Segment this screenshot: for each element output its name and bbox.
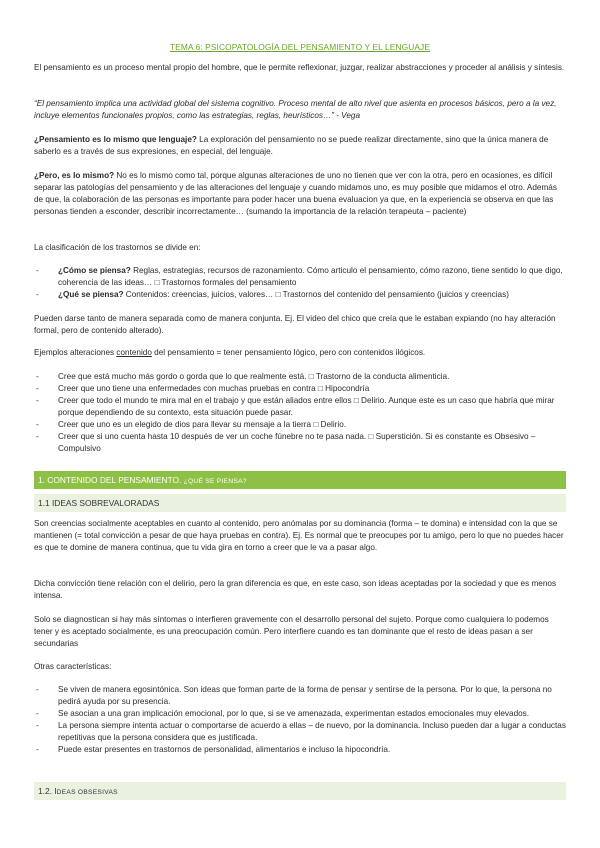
list-item [34, 289, 566, 301]
list-item: - Puede estar presentes en trastornos de personalidad, alimentarios e incluso la hipocondría. [34, 744, 566, 756]
question-2-paragraph [34, 170, 566, 218]
list-item: - La persona siempre intenta actuar o comportarse de acuerdo a ellas – de nuevo, por la dominancia. Incluso pueden dar a lugar a conductas repetitivas que la persona considera que es justificada. [34, 720, 566, 744]
ejemplos-list [34, 371, 566, 455]
ejemplos-underline: contenido [116, 348, 152, 357]
list-item-text: Contenidos: creencias, juicios, valores… □ Trastornos del contenido del pensamiento (juicios y creencias) [123, 290, 509, 299]
list-item: - Creer que todo el mundo te mira mal en el trabajo y que están aliados entre ellos □ Delirio. Aunque este es un caso que habría que mirar porque dependiendo de su contexto, esta situación puede pasar. [34, 395, 566, 419]
intro-paragraph: El pensamiento es un proceso mental propio del hombre, que le permite reflexionar, juzgar, realizar abstracciones y proceder al análisis y síntesis. [34, 63, 565, 72]
list-item: - Se asocian a una gran implicación emocional, por lo que, si se ve amenazada, experimentan estados emocionales muy elevados. [34, 708, 566, 720]
subsection-heading-1-2 [34, 782, 566, 800]
subsection-heading-1-2-text: DEAS OBSESIVAS [56, 789, 118, 796]
subsection-heading-1-1: 1.1 IDEAS SOBREVALORADAS [34, 494, 566, 512]
question-1-bold: ¿Pensamiento es lo mismo que lenguaje? [34, 135, 197, 144]
otras-caracteristicas-label: Otras características: [34, 662, 112, 671]
section-heading-1-sub: ¿QUÉ SE PIENSA? [183, 478, 247, 485]
list-item [34, 265, 566, 289]
section-heading-1 [34, 471, 566, 489]
list-item-bold: ¿Cómo se piensa? [58, 266, 131, 275]
classification-list [34, 265, 566, 301]
vega-quote: “El pensamiento implica una actividad global del sistema cognitivo. Proceso mental de alto nivel que asienta en procesos básicos, pero a la vez, incluye elementos funcionales propios, como las estrategias, reglas, heurísticos…” - Vega [34, 99, 557, 120]
ejemplos-pre: Ejemplos alteraciones [34, 348, 117, 357]
otras-caracteristicas-list [34, 684, 566, 756]
section-heading-1-main: 1. CONTENIDO DEL PENSAMIENTO. [38, 475, 184, 485]
ejemplos-post: del pensamiento = tener pensamiento lógico, pero con contenidos ilógicos. [151, 348, 426, 357]
list-item: - Cree que está mucho más gordo o gorda que lo que realmente está. □ Trastorno de la conducta alimenticia. [34, 371, 566, 383]
list-item: - Se viven de manera egosintónica. Son ideas que forman parte de la forma de pensar y sentirse de la persona. Por lo que, la persona no pedirá ayuda por su presencia. [34, 684, 566, 708]
subsection-heading-1-2-num: 1.2. I [38, 786, 57, 796]
question-2-bold: ¿Pero, es lo mismo? [34, 171, 115, 180]
list-item-text: Reglas, estrategias, recursos de razonamiento. Cómo articulo el pensamiento, cómo razono, tiene sentido lo que digo, coherencia de las ideas… □ Trastornos formales del pensamiento [58, 266, 563, 287]
question-2-text: No es lo mismo como tal, porque algunas alteraciones de uno no tienen que ver con la otra, pero en ocasiones, es difícil separar las patologías del pensamiento y de las alteraciones del lenguaje y cuando midamos uno, es muy posible que midamos el otro. Además de que, la colaboración de las personas es importante para poder hacer una buena evaluacion ya que, en la experiencia se observa en que las personas tienden a esconder, describir incorrectamente… (sumando la importancia de la relación terapeuta – paciente) [34, 171, 557, 216]
sobrevaloradas-paragraph-2: Dicha convicción tiene relación con el delirio, pero la gran diferencia es que, en este caso, son ideas aceptadas por la sociedad y que es menos intensa. [34, 579, 557, 600]
classification-intro: La clasificación de los trastornos se divide en: [34, 243, 201, 252]
list-item: - Creer que si uno cuenta hasta 10 después de ver un coche fúnebre no te pasa nada. □ Superstición. Si es constante es Obsesivo – Compulsivo [34, 431, 566, 455]
ejemplos-intro [34, 347, 566, 359]
list-item: - Creer que uno tiene una enfermedades con muchas pruebas en contra □ Hipocondría [34, 383, 566, 395]
question-1-text: La exploración del pensamiento no se puede realizar directamente, sino que la única manera de saberlo es a través de sus expresiones, en especial, del lenguaje. [34, 135, 549, 156]
sobrevaloradas-paragraph-3: Solo se diagnostican si hay más síntomas o interfieren gravemente con el desarrollo personal del sujeto. Porque como cualquiera lo podemos tener y es aceptado socialmente, es una preocupación común. Pero interfiere cuando es tan dominante que el resto de ideas pasan a ser secundarias [34, 615, 549, 648]
question-1-paragraph [34, 134, 566, 158]
pueden-paragraph: Pueden darse tanto de manera separada como de manera conjunta. Ej. El video del chico que creía que le estaban expiando (no hay alteración formal, pero de contenido alterado). [34, 314, 556, 335]
sobrevaloradas-paragraph-1: Son creencias socialmente aceptables en cuanto al contenido, pero anómalas por su dominancia (forma – te domina) e intensidad con la que se mantienen (= total convicción a pesar de que haya pruebas en contra). Ej. Es normal que te preocupes por tu amigo, pero lo que no puedes hacer es que te domine de manera continua, que tu vida gira en torno a creer que le va a pasar algo. [34, 519, 564, 552]
page-title: TEMA 6: PSICOPATOLOGÍA DEL PENSAMIENTO Y EL LENGUAJE [169, 42, 431, 52]
list-item: - Creer que uno es un elegido de dios para llevar su mensaje a la tierra □ Delirio. [34, 419, 566, 431]
list-item-bold: ¿Qué se piensa? [58, 290, 124, 299]
